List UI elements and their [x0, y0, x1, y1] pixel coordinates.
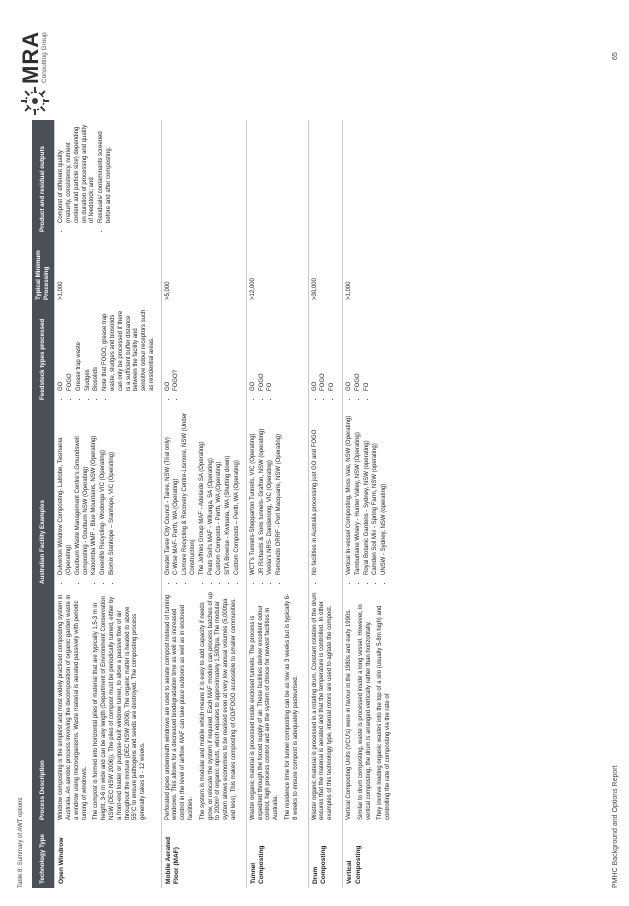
list-item: • Biomix Stanhope – Stanhope, VIC (Operating) — [109, 408, 117, 575]
feedstock-cell-list — [346, 308, 371, 400]
process-paragraph: Waste/ organic material is processed in a rotating drum. Constant rotation of the drum ensures that the material is aerated and that the temperature is controlled. In other examples of this technology type, internal rotors are used to agitate the compost. — [311, 592, 334, 820]
process-description-cell — [246, 588, 308, 824]
footer-text: PMHC Background and Options Report — [612, 765, 619, 888]
table-row — [308, 120, 342, 888]
process-paragraph: Similar to drum composting, waste is processed inside a long vessel. However, in vertical composting, the drum is arranged vertically rather than horizontally. — [357, 604, 372, 820]
feedstock-cell — [246, 304, 308, 404]
logo-subtitle: Consulting Group — [41, 32, 48, 83]
technology-type-cell: Tunnel Composting — [246, 824, 308, 888]
list-item: • Greater Taree City Council - Taree, NSW (Trial only) — [165, 408, 173, 575]
header-technology-type: Technology Type — [32, 824, 55, 888]
technology-type-cell: Open Windrow — [55, 824, 162, 888]
header-min-processing: Typical Minimum Processing — [32, 236, 55, 304]
feedstock-cell — [161, 304, 246, 404]
list-item: • FO — [267, 308, 275, 391]
list-item: • The Jeffries Group MAF - Adelaide SA (Operating) — [199, 408, 207, 575]
list-item: • Vertical In-vessel Composting, Moss Vale, NSW (Operating) — [346, 408, 354, 575]
facility-examples-cell-list — [58, 408, 117, 584]
list-item: • JR Richards & Sons tunnels- Grafton, NSW (operating) — [259, 408, 267, 575]
technology-type-cell: Vertical Composting — [343, 824, 400, 888]
list-item: • Camden Soil Mix - Spring Farm, NSW (operating) — [372, 408, 380, 575]
list-item: • FOGO — [67, 308, 75, 391]
logo-mark-icon — [20, 86, 50, 116]
facility-examples-cell-list — [312, 408, 320, 584]
facility-examples-cell — [161, 404, 246, 588]
list-item: • GO — [312, 308, 320, 391]
table-row — [246, 120, 308, 888]
process-description-cell — [55, 588, 162, 824]
list-item: • Dulverton Windrow Composting- Latrobe, Tasmania (Operating) — [58, 408, 74, 575]
outputs-cell — [55, 120, 162, 236]
list-item: • Tamburlaine Winery - Hunter Valley, NSW (Operating) — [355, 408, 363, 575]
list-item: • Goulburn Waste Management Centre's Groundswell composting - Goulburn NSW (Operating) — [75, 408, 91, 575]
list-item: • C-Wise MAF- Perth, WA (Operating) — [173, 408, 181, 575]
list-item: • GO — [58, 308, 66, 391]
table-row — [343, 120, 400, 888]
facility-examples-cell — [246, 404, 308, 588]
process-paragraph: The compost is formed into horizontal piles of material that are typically 1.5-3 m in height, 3-6 m wide and can be any length (Department of Environment Conservation NSW (DEC NSW 2006)). The piles of compost must be periodically turned, either by a front-end loader or purpose-built windrow turner, to allow a passive flow of air throughout the mixture (DEC NSW 2006). The organic matter is heated to above 55°C to ensure pathogens and seeds are destroyed. The composting process generally takes 8 - 12 weeks. — [93, 596, 147, 820]
feedstock-cell — [55, 304, 162, 404]
facility-examples-cell-list — [250, 408, 284, 584]
process-paragraph: Waste/ organic material is processed inside enclosed tunnels. The process is expedited through the forced supply of air. These facilities deliver excellent odour control, high process control and are the system of choice for newest facilities in Australia. — [249, 605, 280, 820]
list-item: • Greenlife Recycling- Wodonga VIC (Operating) — [100, 408, 108, 575]
list-item: • GO — [165, 308, 173, 391]
process-paragraph: The residence time for tunnel composting can be as low as 3 weeks but is typically 6-8 weeks to ensure compost is adequately pasteurised. — [285, 593, 299, 820]
table-body — [55, 120, 400, 888]
min-processing-cell: >1,000 — [55, 236, 162, 304]
page-number: 65 — [612, 52, 619, 60]
outputs-cell-list — [58, 124, 114, 232]
list-item: • FO — [364, 308, 372, 391]
awt-options-table — [32, 120, 400, 888]
list-item: • No facilities in Australia processing just GO and FOGO — [312, 408, 320, 575]
outputs-cell — [246, 120, 308, 236]
table-header-row — [32, 120, 55, 888]
list-item: • Custom Composts - Perth, WA (Operating) — [216, 408, 224, 575]
header-process-description: Process Description — [32, 588, 55, 824]
min-processing-cell: >5,000 — [161, 236, 246, 304]
min-processing-cell: >30,000 — [308, 236, 342, 304]
process-paragraph: The system is modular and mobile which means it is easy to add capacity if needs grow, or relocate the system if required. Each MAF module can process batches of up to 200m³ of organic inputs, which equates to approximately 1,500tpa. The modular system allows economies to be realised even at very low annual volumes (5,000tpa and less). This makes composting of GO/FOGO accessible to smaller communities. — [199, 592, 238, 820]
list-item: • Veolia's NRS- Dandenong, VIC (Operating) — [267, 408, 275, 575]
list-item: • Residuals/ contaminants screened before and after composting. — [98, 124, 114, 223]
list-item: • GO — [250, 308, 258, 391]
outputs-cell — [161, 120, 246, 236]
min-processing-cell: >1,000 — [343, 236, 400, 304]
list-item: • FO — [329, 308, 337, 391]
list-item: • SITA Biowise - Kwinana, WA (Shutting down) — [225, 408, 233, 575]
facility-examples-cell — [55, 404, 162, 588]
feedstock-cell-list — [312, 308, 337, 400]
facility-examples-cell — [308, 404, 342, 588]
feedstock-cell — [343, 304, 400, 404]
table-caption: Table 8: Summary of AWT options — [18, 797, 24, 888]
header-facility-examples: Australian Facility Examples — [32, 404, 55, 588]
list-item: • Royal Botanic Gardens - Sydney, NSW (operating) — [364, 408, 372, 575]
list-item: • Compost of different quality (maturity, consistency, nutrient content and particle size) depending on duration of processing and quality of feedstock; and — [58, 124, 97, 223]
feedstock-cell — [308, 304, 342, 404]
feedstock-cell-list — [58, 308, 157, 400]
list-item: • Peats Soil's MAF - Willunga, SA (Operating) — [208, 408, 216, 575]
process-paragraph: They involve loading organic wastes into the top of a silo (usually 5-8m high) and controlling the rate of composting via the rate of — [377, 605, 392, 820]
list-item: • FOGO? — [173, 308, 181, 391]
header-outputs: Product and residual outputs — [32, 120, 55, 236]
feedstock-cell-list — [250, 308, 275, 400]
mra-logo — [18, 28, 52, 116]
table-row — [55, 120, 162, 888]
list-item: • Note that FOGO, grease trap waste, sludges and biosolids can only be processed if there is a sufficient buffer distance between the facility and sensitive odour receptors such as residential areas. — [102, 308, 157, 391]
facility-examples-cell-list — [165, 408, 242, 584]
list-item: • Sludges — [85, 308, 93, 391]
list-item: • Grease trap waste — [76, 308, 84, 391]
list-item: • Custom Composts – Perth, WA (Operating) — [234, 408, 242, 575]
technology-type-cell: Mobile Aerated Floor (MAF) — [161, 824, 246, 888]
list-item: • FOGO — [355, 308, 363, 391]
process-description-cell — [161, 588, 246, 824]
list-item: • Biosolids — [93, 308, 101, 391]
logo-text: MRA — [18, 30, 43, 84]
min-processing-cell: >12,000 — [246, 236, 308, 304]
process-description-cell — [308, 588, 342, 824]
process-paragraph: Perforated pipes underneath windrows are used to aerate compost instead of turning windrows. This allows for a decreased biodegradation time as well as increased control in the level of airflow. MAF can take place outdoors as well as in enclosed facilities. — [164, 594, 195, 820]
list-item: • FOGO — [320, 308, 328, 391]
header-feedstock: Feedstock types processed — [32, 304, 55, 404]
outputs-cell — [343, 120, 400, 236]
process-description-cell — [343, 588, 400, 824]
list-item: • Lismore Recycling & Recovery Centre-Lismore, NSW (Under Construction) — [182, 408, 198, 575]
technology-type-cell: Drum Composting — [308, 824, 342, 888]
feedstock-cell-list — [165, 308, 182, 400]
list-item: • UNSW - Sydney, NSW (operating) — [381, 408, 389, 575]
table-row — [161, 120, 246, 888]
facility-examples-cell — [343, 404, 400, 588]
process-paragraph: Windrow composting is the simplest and most widely practiced composting system in Australia. An aerobic process involving the decomposition of organic garden waste in a windrow using microorganisms. Waste material is aerated passively with periodic turning of windrows. — [58, 594, 88, 820]
list-item: • Remondis ORRF - Port Macquarie, NSW (Operating) — [276, 408, 284, 575]
outputs-cell — [308, 120, 342, 236]
list-item: • Katoomba WMF - Blue Mountains, NSW (Operating) — [91, 408, 99, 575]
list-item: • FOGO — [259, 308, 267, 391]
list-item: • WCT's Tunnels-Shepparton Tunnels, VIC (Operating) — [250, 408, 258, 575]
list-item: • GO — [346, 308, 354, 391]
facility-examples-cell-list — [346, 408, 389, 584]
process-paragraph: Vertical Composting Units (VCU's) were in favour in the 1980s and early 1990s. — [346, 609, 353, 820]
